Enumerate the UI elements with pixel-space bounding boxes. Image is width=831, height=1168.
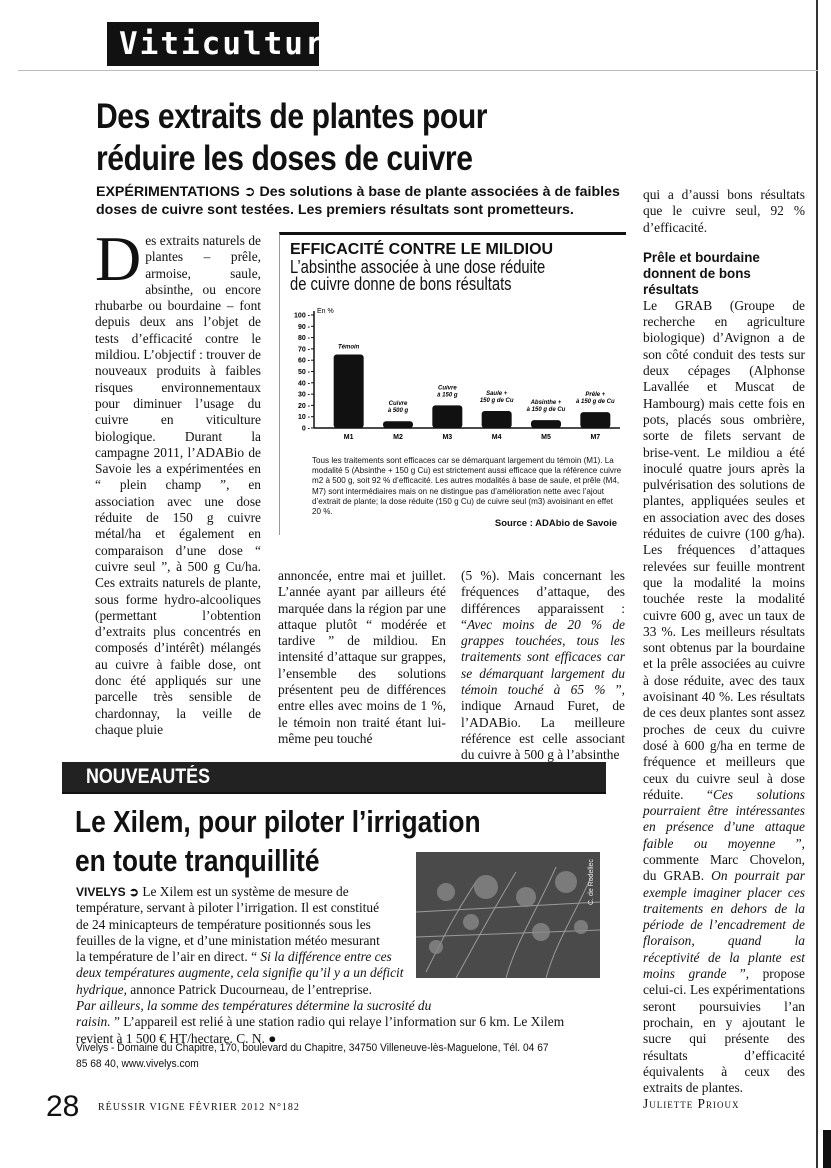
corner-mark xyxy=(823,1130,831,1168)
body-text: hydrique, xyxy=(76,981,127,997)
body-line xyxy=(76,998,432,1014)
y-tick-label: 20 - xyxy=(297,402,310,410)
body-text: la température de l’air en direct. “ xyxy=(76,949,261,965)
body-text: feuilles de la vigne, et d’une ministation météo mesurant xyxy=(76,932,380,948)
page-number: 28 xyxy=(46,1090,80,1123)
nouveautes-body xyxy=(76,884,596,1047)
bar-chart xyxy=(280,303,626,453)
y-tick-label: 50 - xyxy=(297,369,310,376)
running-footer: RÉUSSIR VIGNE FÉVRIER 2012 N°182 xyxy=(98,1102,300,1113)
col3-quote: Avec moins de 20 % de grappes touchées, tous les traitements sont efficaces car se démarquant largement du témoin touché à 65 % xyxy=(461,616,625,698)
body-text: deux températures augmente, cela signifie qu’il y a un déficit xyxy=(76,965,404,981)
body-line xyxy=(76,900,411,916)
x-tick-label: M3 xyxy=(442,434,453,441)
top-rule xyxy=(18,70,818,71)
bar-label: Absinthe + xyxy=(530,400,562,407)
body-line xyxy=(76,917,411,933)
lede xyxy=(96,183,626,219)
bar-m5 xyxy=(531,420,561,428)
author: Juliette Prioux xyxy=(643,1096,740,1112)
bar-label: 150 g de Cu xyxy=(479,398,514,405)
section-tag: Viticulture xyxy=(107,22,319,66)
y-tick-label: 90 - xyxy=(297,323,310,331)
col4-text-a: qui a d’aussi bons résultats que le cuivre seul, 92 % d’efficacité. xyxy=(643,187,805,235)
col4-text-b: Le GRAB (Groupe de recherche en agriculture biologique) d’Avignon a de son côté conduit des tests sur deux cépages (Alphonse Lavallée et Muscat de Hambourg) mais cette fois en pots, placés sous ombrière, sorte de filets servant de brise-vent. Le mildiou a été inoculé quatre jours après la pulvérisation des solutions de plantes, appliquées seules et en association avec des doses réduites de cuivre (100 g/ha). Les fréquences d’attaques relevées sur feuille montrent que la modalité la moins touchée reste la modalité cuivre 600 g, avec un taux de 33 %. Les meilleurs résultats sont obtenus par la bourdaine et la prêle associées au cuivre à dose réduite, avec des taux avoisinant 40 %. Les résultats de ces deux plantes sont assez proches de ceux du cuivre dosé à 600 g/ha en terme de fréquence et meilleurs que ceux du cuivre seul à dose réduite. “ xyxy=(643,297,805,802)
bar-label: Saule + xyxy=(486,391,508,398)
lede-kicker: EXPÉRIMENTATIONS xyxy=(96,184,240,200)
col4-text-c: ”, commente Marc Chovelon, du GRAB. xyxy=(643,835,805,884)
y-axis-label: En % xyxy=(317,308,334,315)
y-tick-label: 60 - xyxy=(297,357,310,365)
article-column-3 xyxy=(461,568,625,764)
article-column-4 xyxy=(643,187,805,1113)
bar-label: à 500 g xyxy=(387,408,409,415)
box-subtitle: L’absinthe associée à une dose réduite de cuivre donne de bons résultats xyxy=(290,257,546,294)
body-line xyxy=(76,933,411,949)
body-line xyxy=(76,1014,596,1030)
col4-quote-1: Ces solutions pourraient être intéressantes en présence d’une attaque faible ou moyenne xyxy=(643,786,805,851)
col3-text-b: ”, indique Arnaud Furet, de l’ADABio. La meilleure référence est celle associant du cuivre à 500 g à l’absinthe xyxy=(461,682,625,763)
arrow-icon: ➲ xyxy=(243,184,256,200)
col4-text-d: ”, propose celui-ci. Les expérimentations seront poursuivies l’an prochain, en y ajoutant le sucre qui présente des résultats d’efficacité équivalents à ceux des extraits de plantes. xyxy=(643,966,805,1096)
y-tick-label: 80 - xyxy=(297,335,310,343)
body-text: Par ailleurs, la somme des températures détermine la sucrosité du xyxy=(76,998,432,1014)
chart-source: Source : ADAbio de Savoie xyxy=(494,518,617,529)
dropcap: D xyxy=(95,223,142,294)
col3-text-a: (5 %). Mais concernant les fréquences d’attaque, des différences apparaissent : “ xyxy=(461,568,625,632)
body-line xyxy=(76,884,411,900)
y-tick-label: 70 - xyxy=(297,346,310,354)
bar-label: à 150 g de Cu xyxy=(526,407,566,414)
body-text: annonce Patrick Ducourneau, de l’entreprise. xyxy=(126,981,372,997)
bar-label: à 150 g de Cu xyxy=(575,399,615,406)
x-tick-label: M2 xyxy=(393,434,403,441)
body-text: ” L’appareil est relié à une station radio qui relaye l’information sur 6 km. Le Xilem xyxy=(110,1014,565,1030)
bar-label: Prêle + xyxy=(585,392,606,399)
nouveautes-bar xyxy=(62,762,606,792)
x-tick-label: M5 xyxy=(541,434,551,441)
photo-credit: C. de Rodellec xyxy=(588,859,595,905)
nouveautes-rule xyxy=(62,792,606,794)
company-kicker: VIVELYS ➲ xyxy=(76,885,143,899)
bar-label: Témoin xyxy=(337,344,360,351)
article-column-2: annoncée, entre mai et juillet. L’année ayant par ailleurs été marquée dans la région par une attaque plutôt “ modérée et tardive ” de mildiou. En intensité d’attaque sur grappes, l’ensemble des solutions présentent peu de différences entre elles avec moins de 1 %, le témoin non traité étant lui-même peu touché xyxy=(278,568,446,746)
bar-label: Cuivre xyxy=(437,385,457,392)
body-line xyxy=(76,982,411,998)
body-line xyxy=(76,965,411,981)
bar-m2 xyxy=(383,421,413,428)
body-text: de 24 minicapteurs de température positionnés sous les xyxy=(76,916,371,932)
article-column-1 xyxy=(95,223,261,738)
y-tick-label: 10 - xyxy=(297,414,310,422)
nouveautes-title: Le Xilem, pour piloter l’irrigation en toute tranquillité xyxy=(75,804,481,878)
col4-quote-2: On pourrait par exemple imaginer placer ces traitements en dehors de la période de l’encadrement de floraison, quand la réceptivité de la plante est moins grande xyxy=(643,868,805,982)
body-line xyxy=(76,949,411,965)
bar-m7 xyxy=(580,412,610,428)
body-text: Le Xilem est un système de mesure de xyxy=(142,884,349,899)
y-tick-label: 30 - xyxy=(297,391,310,399)
headline: Des extraits de plantes pour réduire les doses de cuivre xyxy=(96,97,488,178)
bar-m4 xyxy=(482,411,512,428)
chart-box xyxy=(279,232,626,535)
x-tick-label: M1 xyxy=(343,434,354,441)
bar-m1 xyxy=(334,355,364,428)
bar-label: Cuivre xyxy=(388,401,408,408)
body-text: température, servant à piloter l’irrigation. Il est constitué xyxy=(76,900,380,916)
col4-subhead: Prêle et bourdaine donnent de bons résultats xyxy=(643,249,760,297)
body-text: raisin. xyxy=(76,1014,111,1030)
y-tick-label: 0 - xyxy=(301,425,310,433)
body-text: Si la différence entre ces xyxy=(260,949,392,965)
lede-text: Des solutions à base de plante associées à de faibles doses de cuivre sont testées. Les premiers résultats sont prometteurs. xyxy=(96,184,620,218)
body-text: revient à 1 500 € HT/hectare. C. N. ● xyxy=(76,1030,277,1046)
page-border xyxy=(816,0,818,1168)
nouveautes-label: NOUVEAUTÉS xyxy=(86,765,210,788)
bar-label: à 150 g xyxy=(437,392,458,399)
bar-m3 xyxy=(432,405,462,428)
y-tick-label: 40 - xyxy=(297,380,310,388)
x-tick-label: M7 xyxy=(590,434,601,441)
col1-text: es extraits naturels de plantes – prêle, armoise, saule, absinthe, ou encore rhubarbe ou bourdaine – font depuis deux ans l’objet de tests d’efficacité contre le mildiou. L’objectif : trouver de nouveaux produits à faibles risques environnementaux pour diminuer l’usage du cuivre en viticulture biologique. Durant la campagne 2011, l’ADABio de Savoie les a expérimentées en “ plein champ ”, en association avec une dose réduite de 150 g cuivre métal/ha et également en comparaison d’une dose “ cuivre seul ”, à 500 g Cu/ha. Ces extraits naturels de plante, sous forme hydro-alcooliques (permettant l’obtention d’extraits plus concentrés en composés d’intérêt) mélangés au cuivre à faible dose, ont donc été appliqués sur une parcelle très sensible de chardonnay, la veille de chaque pluie xyxy=(95,233,261,737)
chart-note: Tous les traitements sont efficaces car se démarquant largement du témoin (M1). La modalité 5 (Absinthe + 150 g Cu) est strictement aussi efficace que la référence cuivre m2 à 500 g, soit 92 % d’efficacité. Les autres modalités à base de saule, et prêle (M4, M7) sont intermédiaires mais on ne distingue pas d’amélioration nette avec l’ajout d’extrait de plante; la dose réduite (150 g Cu) de cuivre seul (m3) avoisinant en effet 20 %. xyxy=(312,456,622,517)
y-tick-label: 100 - xyxy=(294,312,310,320)
x-tick-label: M4 xyxy=(491,434,502,441)
box-title: EFFICACITÉ CONTRE LE MILDIOU xyxy=(290,241,554,258)
contact-info: Vivelys - Domaine du Chapitre, 170, boulevard du Chapitre, 34750 Villeneuve-lès-Maguelone, Tél. 04 67 85 68 40, www.vivelys.com xyxy=(76,1042,549,1070)
